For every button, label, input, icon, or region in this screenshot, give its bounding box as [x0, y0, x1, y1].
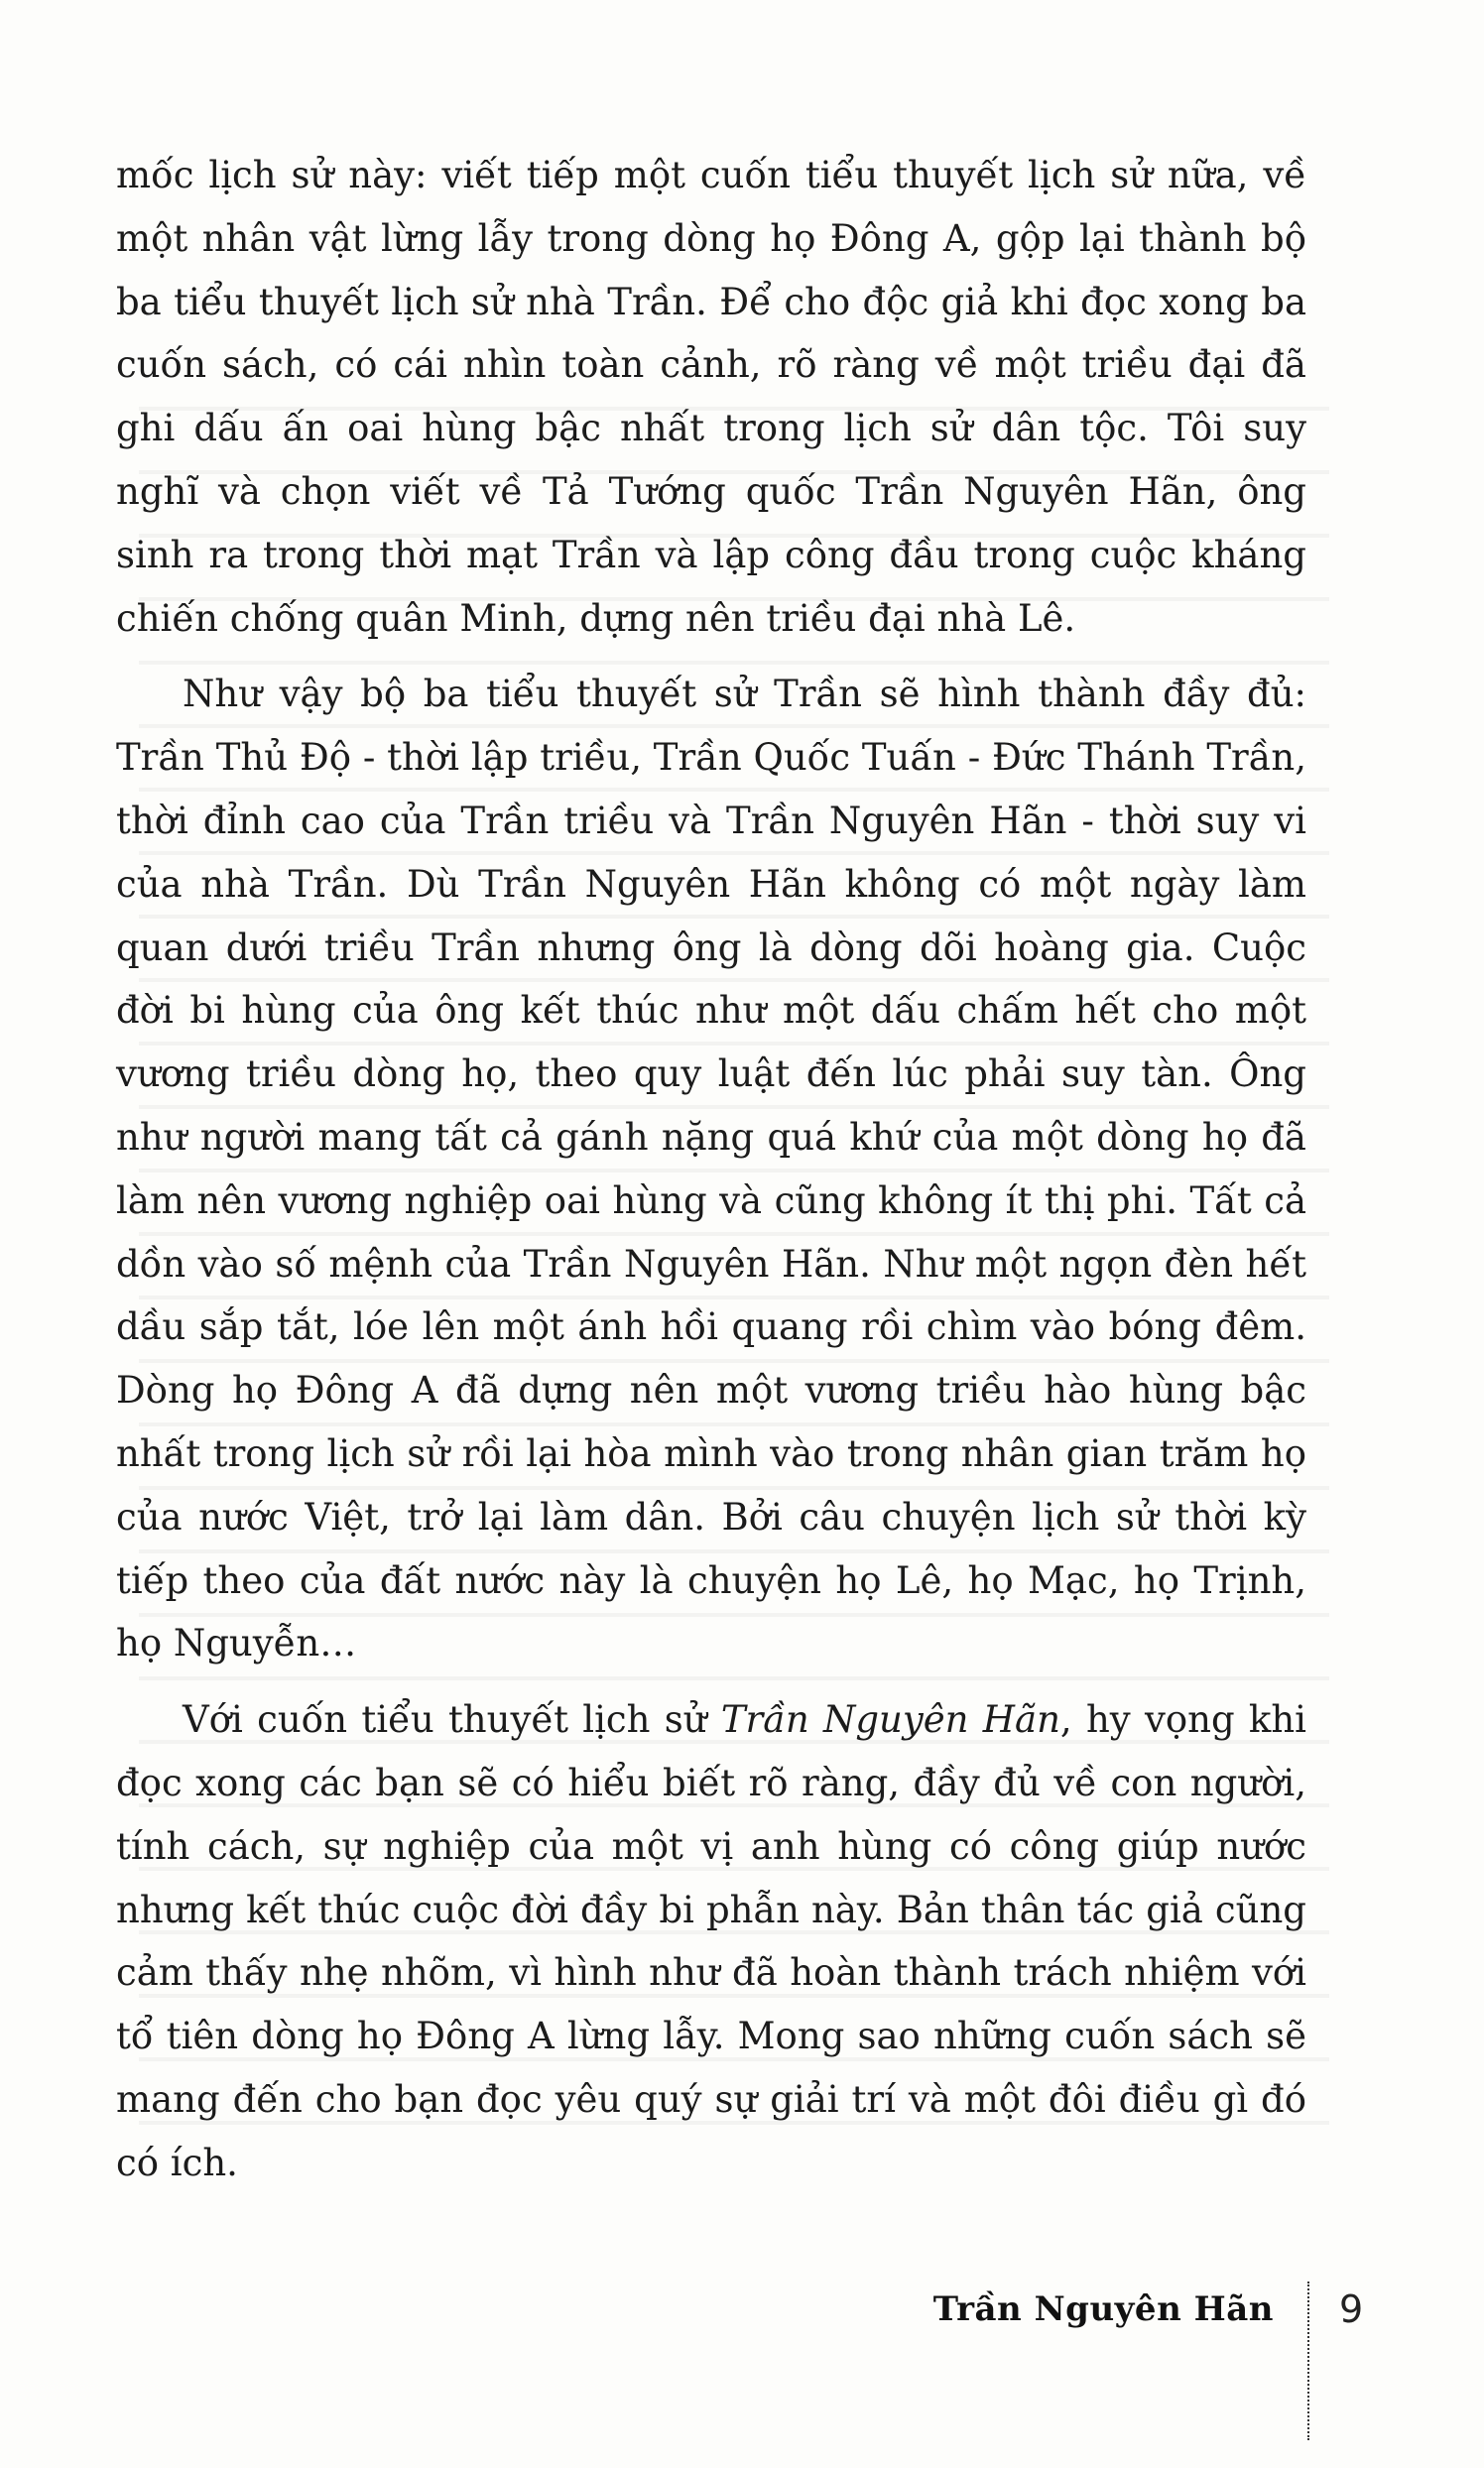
paragraph-1: mốc lịch sử này: viết tiếp một cuốn tiểu thuyết lịch sử nữa, về một nhân vật lừng lẫy trong dòng họ Đông A, gộp lại thành bộ ba tiểu thuyết lịch sử nhà Trần. Để cho độc giả khi đọc xong ba cuốn sách, có cái nhìn toàn cảnh, rõ ràng về một triều đại đã ghi dấu ấn oai hùng bậc nhất trong lịch sử dân tộc. Tôi suy nghĩ và chọn viết về Tả Tướng quốc Trần Nguyên Hãn, ông sinh ra trong thời mạt Trần và lập công đầu trong cuộc kháng chiến chống quân Minh, dựng nên triều đại nhà Lê. [116, 154, 1306, 640]
paragraph-3 [116, 1688, 1306, 2194]
page-number: 9 [1339, 2287, 1364, 2331]
footer-divider [1307, 2282, 1309, 2440]
body-text [116, 144, 1306, 2195]
running-title: Trần Nguyên Hãn [932, 2289, 1274, 2329]
book-title-italic: Trần Nguyên Hãn [720, 1698, 1060, 1742]
paragraph-2: Như vậy bộ ba tiểu thuyết sử Trần sẽ hình thành đầy đủ: Trần Thủ Độ - thời lập triều, Trần Quốc Tuấn - Đức Thánh Trần, thời đỉnh cao của Trần triều và Trần Nguyên Hãn - thời suy vi của nhà Trần. Dù Trần Nguyên Hãn không có một ngày làm quan dưới triều Trần nhưng ông là dòng dõi hoàng gia. Cuộc đời bi hùng của ông kết thúc như một dấu chấm hết cho một vương triều dòng họ, theo quy luật đến lúc phải suy tàn. Ông như người mang tất cả gánh nặng quá khứ của một dòng họ đã làm nên vương nghiệp oai hùng và cũng không ít thị phi. Tất cả dồn vào số mệnh của Trần Nguyên Hãn. Như một ngọn đèn hết dầu sắp tắt, lóe lên một ánh hồi quang rồi chìm vào bóng đêm. Dòng họ Đông A đã dựng nên một vương triều hào hùng bậc nhất trong lịch sử rồi lại hòa mình vào trong nhân gian trăm họ của nước Việt, trở lại làm dân. Bởi câu chuyện lịch sử thời kỳ tiếp theo của đất nước này là chuyện họ Lê, họ Mạc, họ Trịnh, họ Nguyễn… [116, 673, 1306, 1666]
paragraph-3-start: Với cuốn tiểu thuyết lịch sử [183, 1698, 721, 1742]
page-footer [0, 2282, 1484, 2430]
paragraph-3-end: , hy vọng khi đọc xong các bạn sẽ có hiểu biết rõ ràng, đầy đủ về con người, tính cách, sự nghiệp của một vị anh hùng có công giúp nước nhưng kết thúc cuộc đời đầy bi phẫn này. Bản thân tác giả cũng cảm thấy nhẹ nhõm, vì hình như đã hoàn thành trách nhiệm với tổ tiên dòng họ Đông A lừng lẫy. Mong sao những cuốn sách sẽ mang đến cho bạn đọc yêu quý sự giải trí và một đôi điều gì đó có ích. [116, 1698, 1306, 2184]
